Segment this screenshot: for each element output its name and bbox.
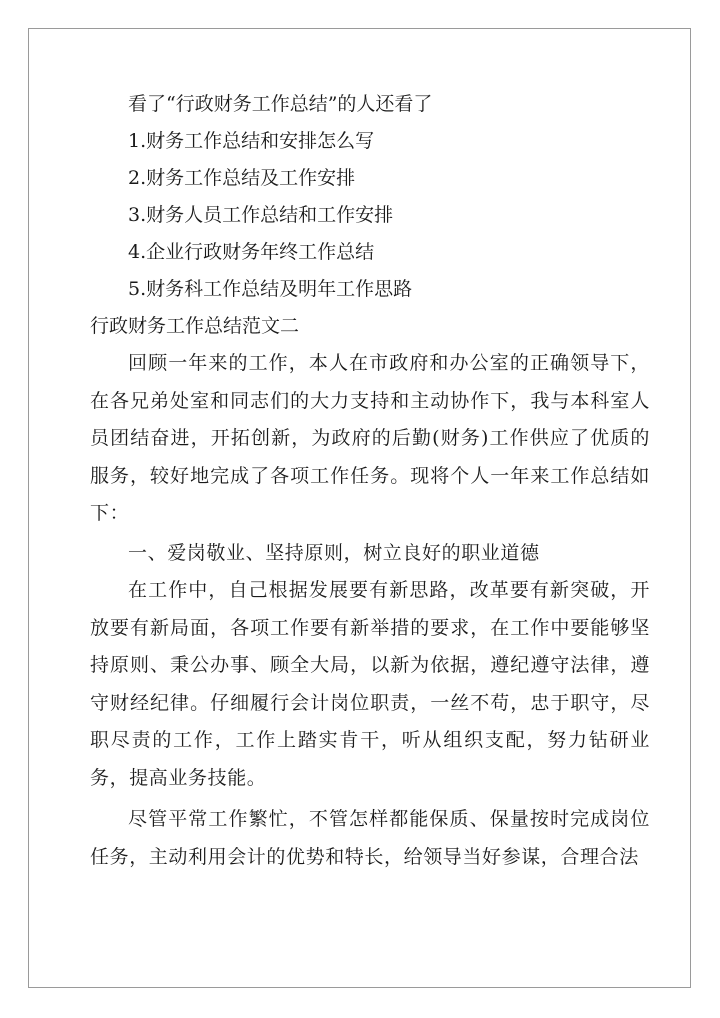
- related-item-1: 1.财务工作总结和安排怎么写: [128, 130, 375, 152]
- intro-paragraph: 回顾一年来的工作，本人在市政府和办公室的正确领导下，在各兄弟处室和同志们的大力支持和主动协作下，我与本科室人员团结奋进，开拓创新，为政府的后勤(财务)工作供应了优质的服务，较好地完成了各项工作任务。现将个人一年来工作总结如下：: [90, 352, 650, 524]
- related-heading: 看了“行政财务工作总结”的人还看了: [128, 93, 433, 115]
- section-1-paragraph-2: 尽管平常工作繁忙，不管怎样都能保质、保量按时完成岗位任务，主动利用会计的优势和特长，给领导当好参谋，合理合法: [90, 808, 650, 868]
- section-1-heading: 一、爱岗敬业、坚持原则，树立良好的职业道德: [128, 541, 540, 564]
- related-item-3: 3.财务人员工作总结和工作安排: [128, 204, 394, 226]
- related-item-2: 2.财务工作总结及工作安排: [128, 167, 356, 189]
- related-item-5: 5.财务科工作总结及明年工作思路: [128, 278, 413, 300]
- article-title: 行政财务工作总结范文二: [90, 315, 300, 337]
- document-body: [90, 86, 650, 876]
- section-1-paragraph-1: 在工作中，自己根据发展要有新思路，改革要有新突破，开放要有新局面，各项工作要有新举措的要求，在工作中要能够坚持原则、秉公办事、顾全大局，以新为依据，遵纪遵守法律，遵守财经纪律。仔细履行会计岗位职责，一丝不苟，忠于职守，尽职尽责的工作，工作上踏实肯干，听从组织支配，努力钻研业务，提高业务技能。: [90, 579, 650, 789]
- related-item-4: 4.企业行政财务年终工作总结: [128, 241, 375, 263]
